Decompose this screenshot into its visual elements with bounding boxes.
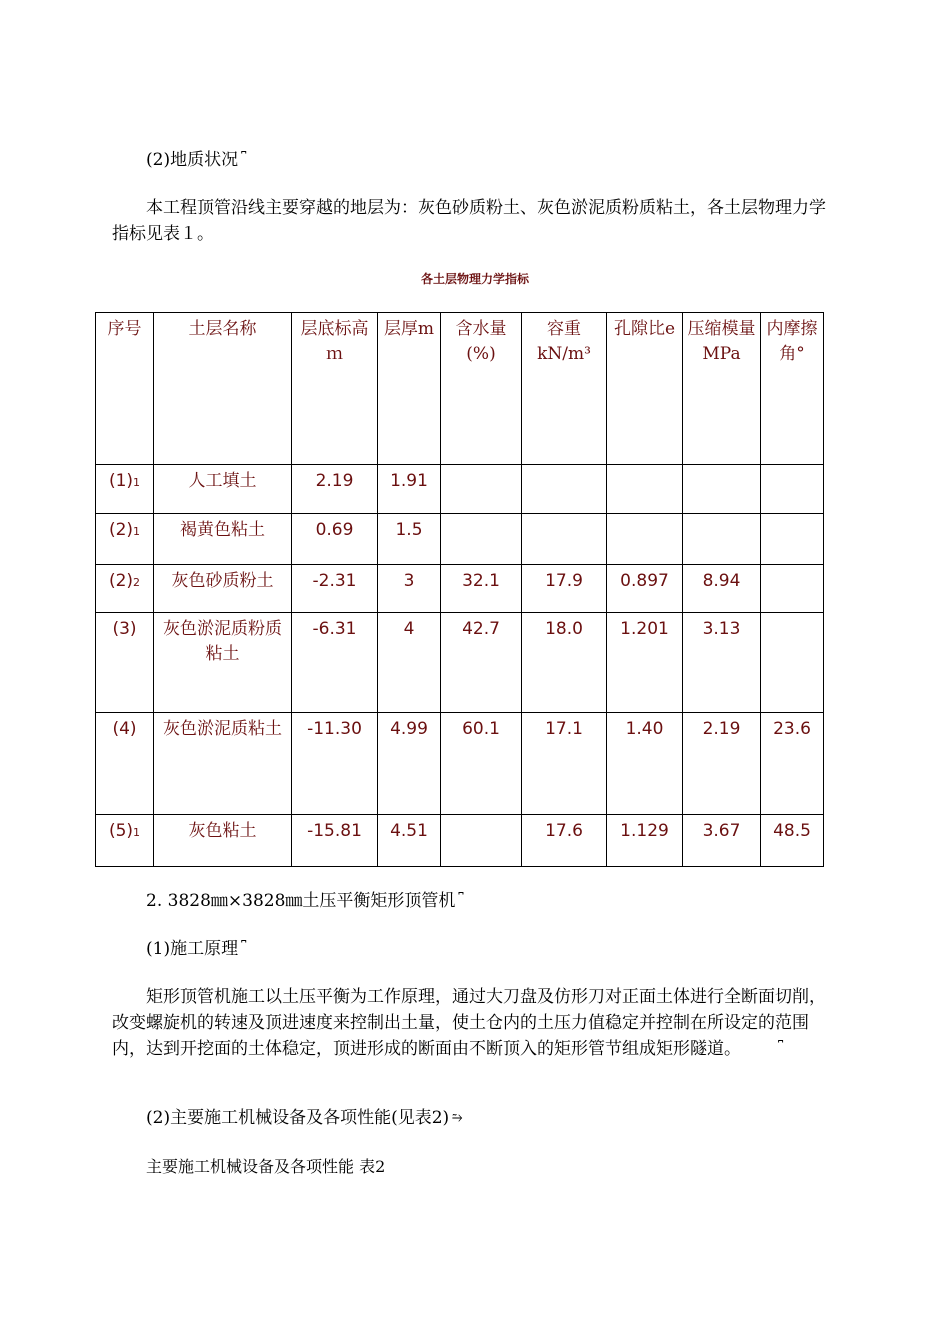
table-row xyxy=(96,713,824,815)
layer-name: 灰色淤泥质粘土 xyxy=(154,713,292,815)
friction-angle xyxy=(761,565,824,613)
layer-name: 灰色砂质粉土 xyxy=(154,565,292,613)
paragraph-mark-icon: ⎴ xyxy=(241,941,247,956)
unit-weight: 17.6 xyxy=(522,815,607,867)
friction-angle: 23.6 xyxy=(761,713,824,815)
water-content: 42.7 xyxy=(441,613,522,713)
layer-name: 灰色粘土 xyxy=(154,815,292,867)
unit-weight: 17.1 xyxy=(522,713,607,815)
friction-angle xyxy=(761,465,824,514)
compression-modulus: 8.94 xyxy=(683,565,761,613)
table-row xyxy=(96,815,824,867)
bottom-elevation: 0.69 xyxy=(292,514,378,565)
void-ratio: 1.40 xyxy=(607,713,683,815)
row-id: (2)1 xyxy=(96,514,154,565)
row-id: (2)2 xyxy=(96,565,154,613)
table-row xyxy=(96,565,824,613)
bottom-elevation: -2.31 xyxy=(292,565,378,613)
thickness: 4.99 xyxy=(378,713,441,815)
header-cell: 序号 xyxy=(96,313,154,465)
water-content xyxy=(441,465,522,514)
thickness: 4 xyxy=(378,613,441,713)
unit-weight: 17.9 xyxy=(522,565,607,613)
water-content xyxy=(441,514,522,565)
friction-angle: 48.5 xyxy=(761,815,824,867)
layer-name: 人工填土 xyxy=(154,465,292,514)
row-id: (4) xyxy=(96,713,154,815)
thickness: 1.5 xyxy=(378,514,441,565)
paragraph-mark-icon: ⎴ xyxy=(778,1041,784,1056)
geology-heading: (2)地质状况 ⎴ xyxy=(146,150,247,170)
equipment-heading: (2)主要施工机械设备及各项性能(见表2) ⥲ xyxy=(146,1108,463,1128)
soil-properties-table xyxy=(95,312,824,867)
friction-angle xyxy=(761,514,824,565)
principle-heading: (1)施工原理 ⎴ xyxy=(146,939,247,959)
unit-weight xyxy=(522,514,607,565)
header-cell: 内摩擦角° xyxy=(761,313,824,465)
header-cell: 含水量(%) xyxy=(441,313,522,465)
layer-name: 褐黄色粘土 xyxy=(154,514,292,565)
water-content: 60.1 xyxy=(441,713,522,815)
row-id: (5)1 xyxy=(96,815,154,867)
compression-modulus: 3.13 xyxy=(683,613,761,713)
header-cell: 孔隙比e xyxy=(607,313,683,465)
thickness: 1.91 xyxy=(378,465,441,514)
link-mark-icon: ⥲ xyxy=(452,1110,463,1125)
table-row xyxy=(96,514,824,565)
water-content xyxy=(441,815,522,867)
table-header-row xyxy=(96,313,824,465)
void-ratio xyxy=(607,465,683,514)
header-cell: 层厚m xyxy=(378,313,441,465)
row-id: (3) xyxy=(96,613,154,713)
compression-modulus xyxy=(683,465,761,514)
header-cell: 土层名称 xyxy=(154,313,292,465)
bottom-elevation: -15.81 xyxy=(292,815,378,867)
machine-heading: 2. 3828㎜×3828㎜土压平衡矩形顶管机 ⎴ xyxy=(146,891,464,911)
table-caption: 各土层物理力学指标 xyxy=(420,272,529,286)
thickness: 3 xyxy=(378,565,441,613)
bottom-elevation: -6.31 xyxy=(292,613,378,713)
table-row xyxy=(96,465,824,514)
bottom-elevation: -11.30 xyxy=(292,713,378,815)
unit-weight xyxy=(522,465,607,514)
row-id: (1)1 xyxy=(96,465,154,514)
paragraph-mark-icon: ⎴ xyxy=(458,893,464,908)
header-cell: 层底标高ｍ xyxy=(292,313,378,465)
table-row xyxy=(96,613,824,713)
compression-modulus: 2.19 xyxy=(683,713,761,815)
thickness: 4.51 xyxy=(378,815,441,867)
void-ratio: 1.129 xyxy=(607,815,683,867)
compression-modulus xyxy=(683,514,761,565)
bottom-elevation: 2.19 xyxy=(292,465,378,514)
layer-name: 灰色淤泥质粉质粘土 xyxy=(154,613,292,713)
water-content: 32.1 xyxy=(441,565,522,613)
unit-weight: 18.0 xyxy=(522,613,607,713)
compression-modulus: 3.67 xyxy=(683,815,761,867)
intro-paragraph: 本工程顶管沿线主要穿越的地层为：灰色砂质粉土、灰色淤泥质粉质粘土，各土层物理力学指标见表１。 xyxy=(112,198,826,244)
table2-caption: 主要施工机械设备及各项性能 表2 xyxy=(146,1157,386,1176)
paragraph-mark-icon: ⎴ xyxy=(241,152,247,167)
void-ratio xyxy=(607,514,683,565)
header-cell: 容重kN/m³ xyxy=(522,313,607,465)
void-ratio: 0.897 xyxy=(607,565,683,613)
void-ratio: 1.201 xyxy=(607,613,683,713)
header-cell: 压缩模量MPa xyxy=(683,313,761,465)
friction-angle xyxy=(761,613,824,713)
principle-paragraph: 矩形顶管机施工以土压平衡为工作原理，通过大刀盘及仿形刀对正面土体进行全断面切削，改变螺旋机的转速及顶进速度来控制出土量，使土仓内的土压力值稳定并控制在所设定的范围内，达到开挖面的土体稳定，顶进形成的断面由不断顶入的矩形管节组成矩形隧道。 ⎴ xyxy=(112,984,834,1062)
